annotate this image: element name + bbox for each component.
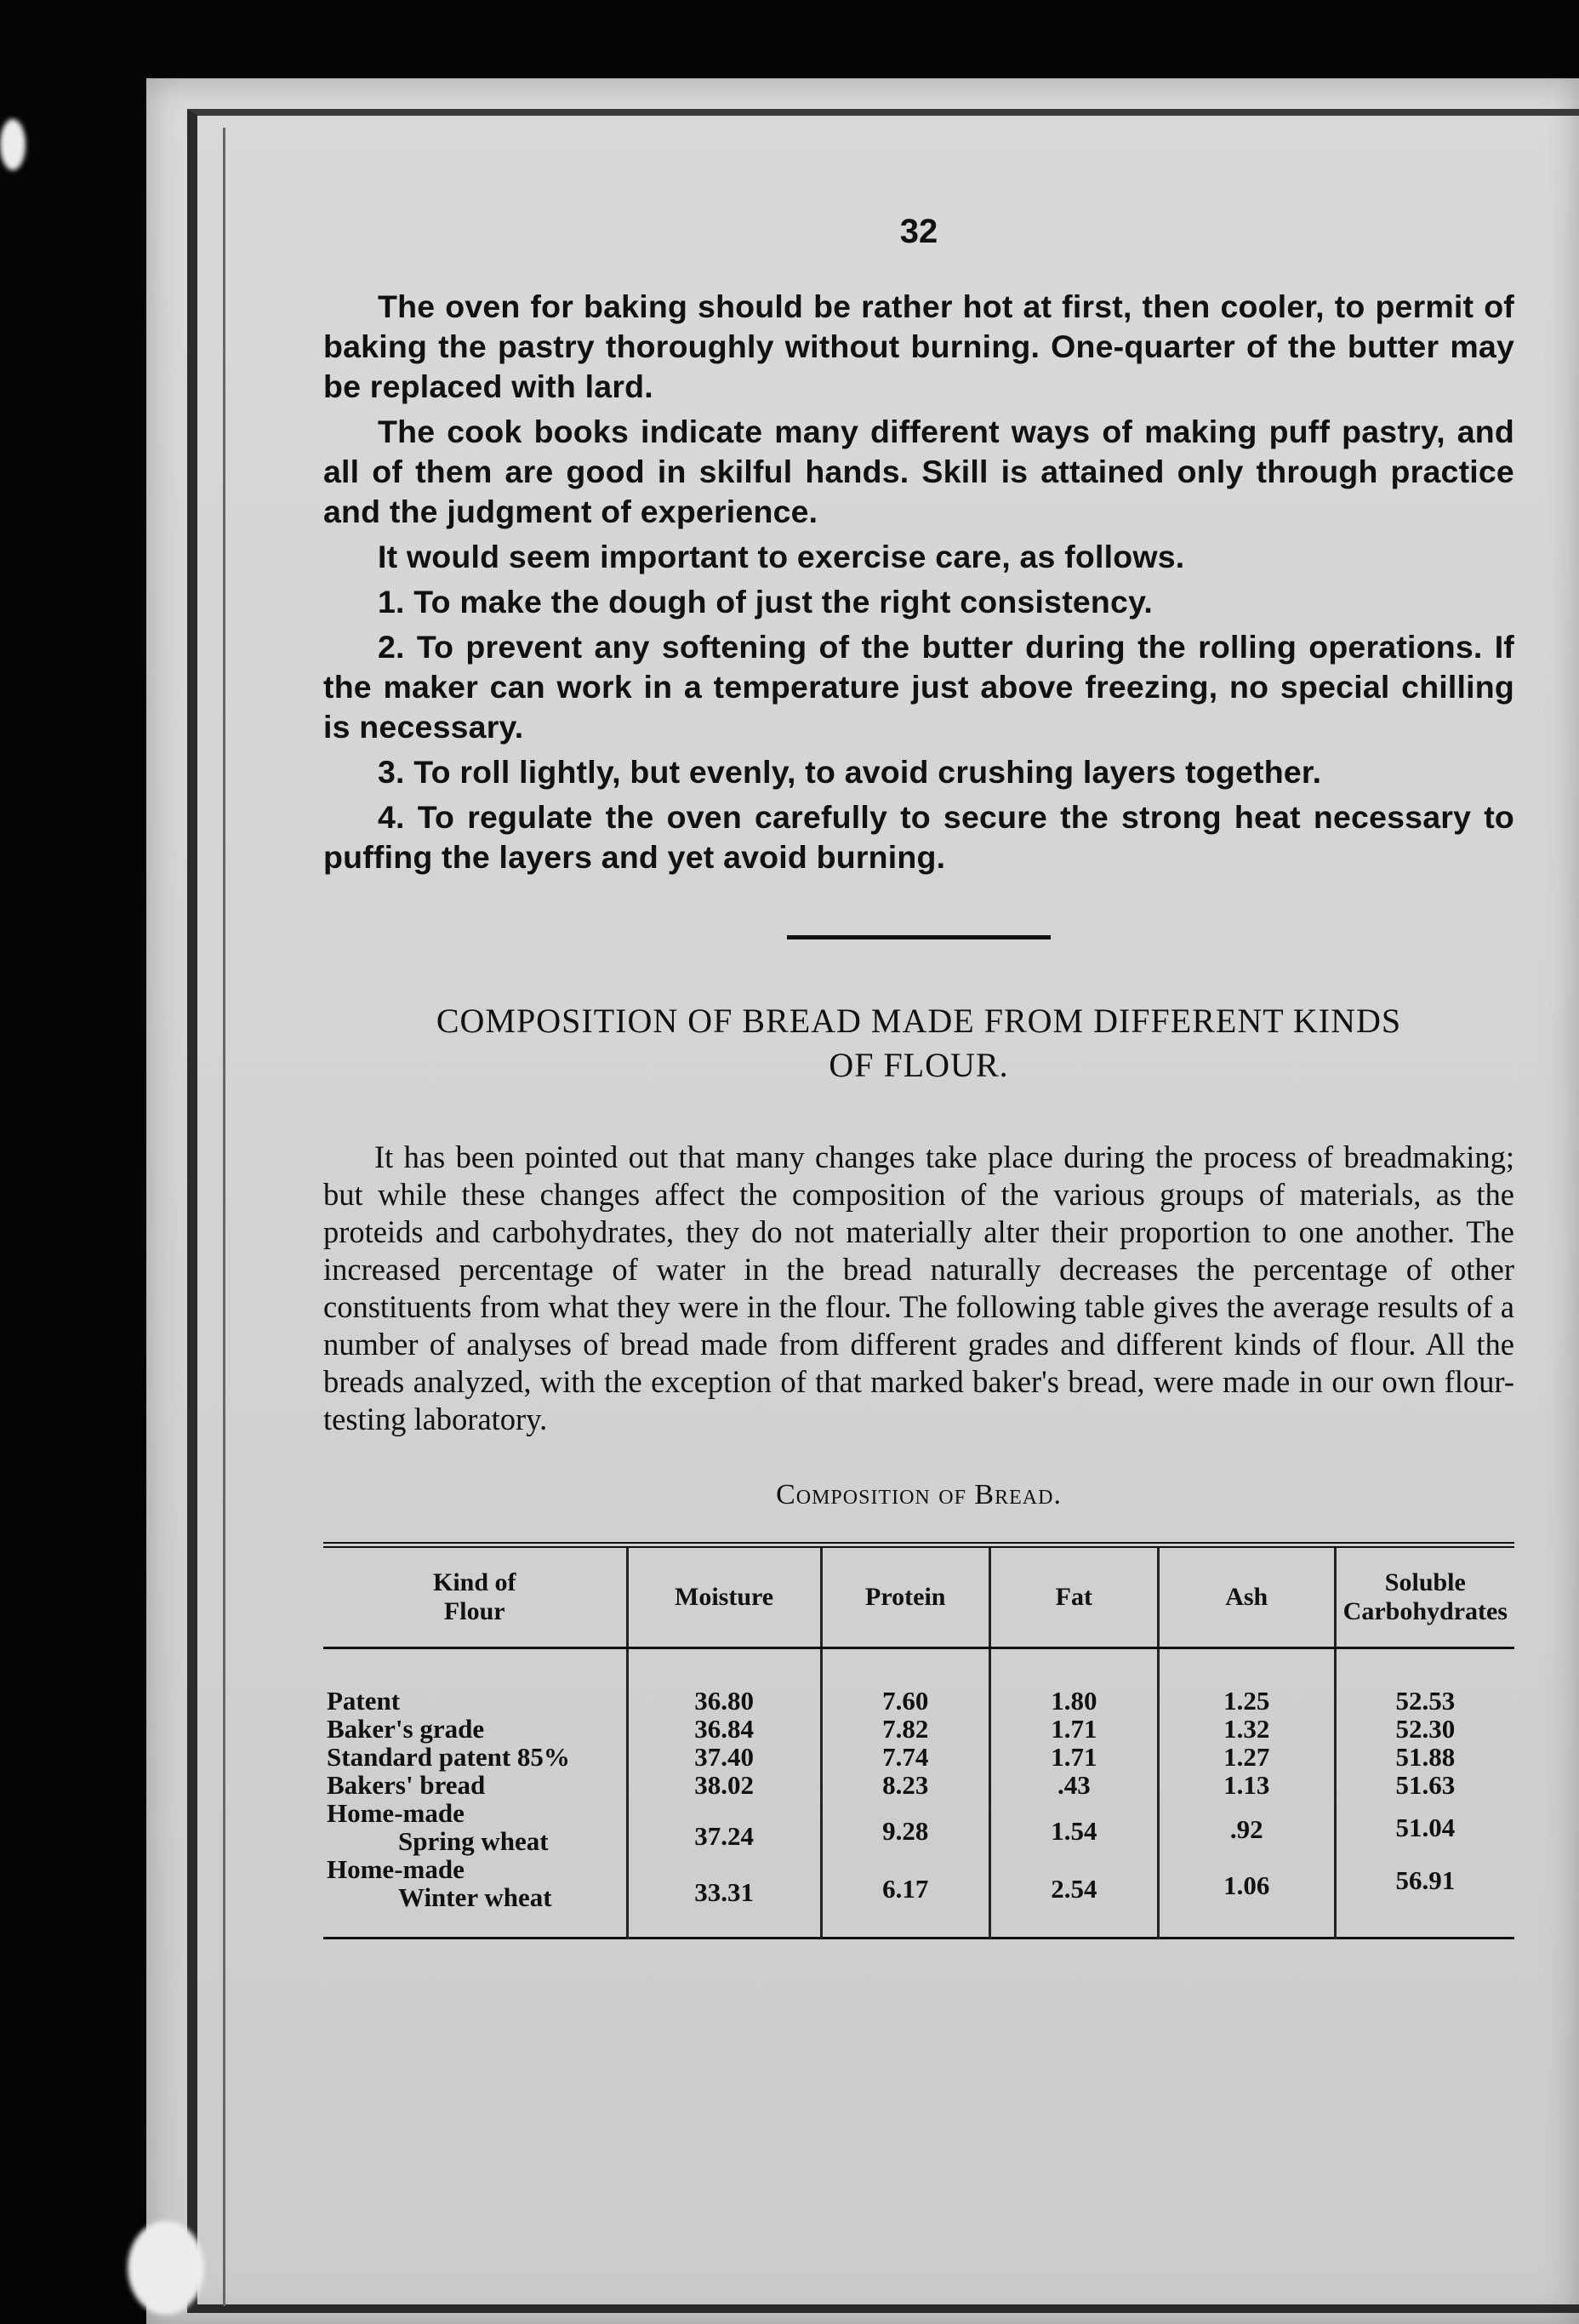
cell-carbohydrates: 51.63 bbox=[1335, 1771, 1514, 1799]
cell-protein: 6.17 bbox=[821, 1855, 989, 1939]
cell-kind-sub: Spring wheat bbox=[398, 1826, 549, 1856]
table-title: Composition of Bread. bbox=[776, 1479, 1062, 1510]
cell-protein: 8.23 bbox=[821, 1771, 989, 1799]
paragraph-care: It would seem important to exercise care, as follows. bbox=[378, 539, 1185, 574]
list-item-1: 1. To make the dough of just the right consistency. bbox=[378, 584, 1153, 620]
header-ash: Ash bbox=[1158, 1545, 1335, 1648]
table-row bbox=[323, 1799, 1514, 1855]
cell-protein: 7.60 bbox=[821, 1648, 989, 1716]
cell-ash: 1.25 bbox=[1158, 1648, 1335, 1716]
paragraph-oven: The oven for baking should be rather hot at first, then cooler, to permit of baking the pastry thoroughly without burning. One-quarter of the butter may be replaced with lard. bbox=[323, 288, 1514, 404]
cell-ash: 1.27 bbox=[1158, 1743, 1335, 1771]
table-header-row bbox=[323, 1545, 1514, 1648]
section-title-line2: OF FLOUR. bbox=[829, 1046, 1009, 1084]
section-title-line1: COMPOSITION OF BREAD MADE FROM DIFFERENT KINDS bbox=[436, 1002, 1402, 1040]
header-kind: Kind of Flour bbox=[323, 1545, 627, 1648]
cell-moisture: 36.80 bbox=[627, 1648, 821, 1716]
cell-carbohydrates: 52.53 bbox=[1335, 1648, 1514, 1716]
header-moisture: Moisture bbox=[627, 1545, 821, 1648]
cell-fat: .43 bbox=[989, 1771, 1158, 1799]
table-row bbox=[323, 1855, 1514, 1939]
cell-moisture: 37.24 bbox=[627, 1799, 821, 1855]
composition-table bbox=[323, 1542, 1514, 1939]
cell-moisture: 38.02 bbox=[627, 1771, 821, 1799]
table-row bbox=[323, 1648, 1514, 1716]
list-item-2: 2. To prevent any softening of the butter during the rolling operations. If the maker can work in a temperature just above freezing, no special chilling is necessary. bbox=[323, 629, 1514, 745]
cell-moisture: 33.31 bbox=[627, 1855, 821, 1939]
cell-protein: 9.28 bbox=[821, 1799, 989, 1855]
scan-blot-bottom-left bbox=[128, 2221, 204, 2315]
cell-fat: 1.54 bbox=[989, 1799, 1158, 1855]
scan-blot-top-left bbox=[0, 119, 26, 170]
table-row bbox=[323, 1743, 1514, 1771]
list-item-3: 3. To roll lightly, but evenly, to avoid crushing layers together. bbox=[378, 754, 1322, 790]
cell-kind: Patent bbox=[327, 1686, 401, 1716]
header-carbohydrates: Soluble Carbohydrates bbox=[1335, 1545, 1514, 1648]
cell-fat: 2.54 bbox=[989, 1855, 1158, 1939]
list-item-4: 4. To regulate the oven carefully to secure the strong heat necessary to puffing the layers and yet avoid burning. bbox=[323, 799, 1514, 875]
cell-protein: 7.82 bbox=[821, 1715, 989, 1743]
cell-kind: Home-made Spring wheat bbox=[327, 1798, 549, 1856]
paragraph-cook-books: The cook books indicate many different ways of making puff pastry, and all of them are good in skilful hands. Skill is attained only through practice and the judgment of experience. bbox=[323, 414, 1514, 529]
table-row bbox=[323, 1715, 1514, 1743]
cell-carbohydrates: 56.91 bbox=[1335, 1855, 1514, 1939]
section-divider bbox=[787, 935, 1051, 939]
cell-carbohydrates: 52.30 bbox=[1335, 1715, 1514, 1743]
cell-fat: 1.71 bbox=[989, 1743, 1158, 1771]
cell-ash: 1.06 bbox=[1158, 1855, 1335, 1939]
cell-moisture: 36.84 bbox=[627, 1715, 821, 1743]
page-content bbox=[323, 213, 1514, 1939]
cell-protein: 7.74 bbox=[821, 1743, 989, 1771]
cell-ash: 1.13 bbox=[1158, 1771, 1335, 1799]
header-fat: Fat bbox=[989, 1545, 1158, 1648]
cell-fat: 1.71 bbox=[989, 1715, 1158, 1743]
cell-moisture: 37.40 bbox=[627, 1743, 821, 1771]
table-row bbox=[323, 1771, 1514, 1799]
cell-carbohydrates: 51.88 bbox=[1335, 1743, 1514, 1771]
cell-kind: Baker's grade bbox=[327, 1714, 485, 1744]
cell-ash: 1.32 bbox=[1158, 1715, 1335, 1743]
section-paragraph: It has been pointed out that many changes take place during the process of breadmaking; but while these changes affect the composition of the various groups of materials, as the proteids and carbohydrates, they do not materially alter their proportion to one another. The increased percentage of water in the bread naturally decreases the percentage of other constituents from what they were in the flour. The following table gives the average results of a number of analyses of bread made from different grades and different kinds of flour. All the breads analyzed, with the exception of that marked baker's bread, were made in our own flour-testing laboratory. bbox=[323, 1139, 1514, 1436]
cell-kind-sub: Winter wheat bbox=[398, 1882, 552, 1912]
header-protein: Protein bbox=[821, 1545, 989, 1648]
cell-kind: Home-made Winter wheat bbox=[327, 1854, 552, 1912]
cell-fat: 1.80 bbox=[989, 1648, 1158, 1716]
cell-carbohydrates: 51.04 bbox=[1335, 1799, 1514, 1855]
cell-kind: Standard patent 85% bbox=[327, 1742, 570, 1772]
page-number: 32 bbox=[899, 213, 938, 250]
cell-ash: .92 bbox=[1158, 1799, 1335, 1855]
cell-kind: Bakers' bread bbox=[327, 1770, 486, 1800]
section-title bbox=[323, 999, 1514, 1088]
